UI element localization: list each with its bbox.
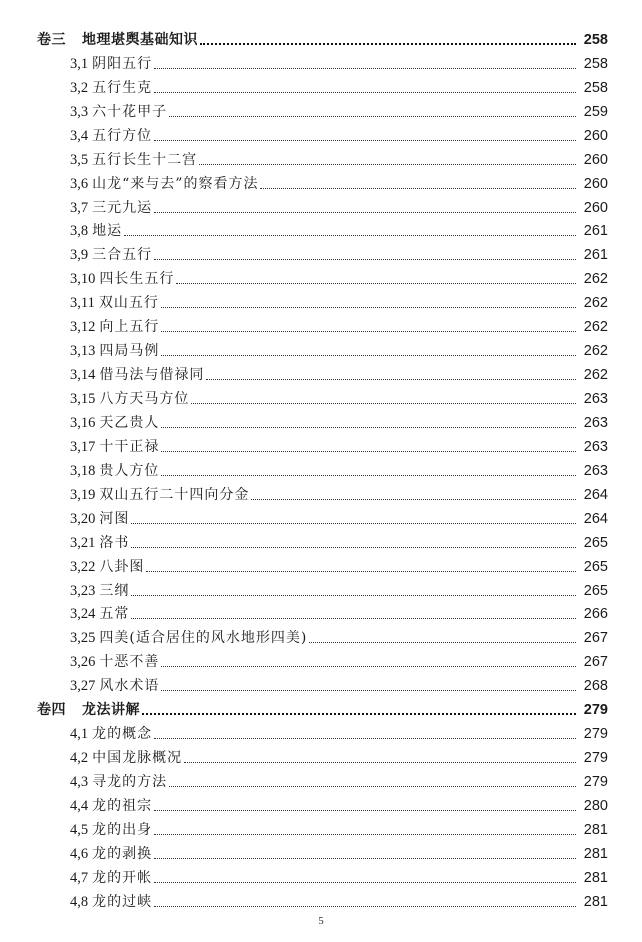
chapter-title: 龙法讲解 bbox=[82, 702, 140, 719]
page-number-footer: 5 bbox=[318, 915, 324, 927]
item-number: 3,26 bbox=[70, 654, 96, 671]
item-number: 4,1 bbox=[70, 726, 89, 743]
item-number: 3,18 bbox=[70, 462, 96, 479]
toc-item-row[interactable] bbox=[0, 147, 642, 171]
item-title: 三纲 bbox=[99, 582, 130, 599]
toc-item-row[interactable] bbox=[0, 649, 642, 673]
item-label bbox=[70, 654, 159, 670]
dot-leader bbox=[154, 906, 576, 907]
toc-item-row[interactable] bbox=[0, 721, 642, 745]
item-number: 3,24 bbox=[70, 606, 96, 623]
item-title: 四美(适合居住的风水地形四美) bbox=[99, 630, 308, 647]
dot-leader bbox=[169, 786, 576, 787]
item-title: 五常 bbox=[99, 606, 130, 623]
item-title: 龙的出身 bbox=[92, 821, 153, 838]
dot-leader bbox=[131, 523, 576, 524]
item-number: 3,19 bbox=[70, 486, 96, 503]
item-label bbox=[70, 271, 174, 287]
item-number: 4,2 bbox=[70, 750, 89, 767]
item-title: 寻龙的方法 bbox=[92, 774, 168, 790]
dot-leader bbox=[154, 212, 576, 213]
item-number: 4,4 bbox=[70, 797, 89, 814]
item-label bbox=[70, 319, 159, 335]
item-number: 3,2 bbox=[70, 79, 89, 96]
toc-chapter-row[interactable] bbox=[0, 697, 642, 721]
item-page-number: 267 bbox=[583, 630, 608, 647]
toc-item-row[interactable] bbox=[0, 219, 642, 243]
chapter-label bbox=[37, 702, 140, 718]
item-page-number: 281 bbox=[583, 845, 608, 862]
item-title: 中国龙脉概况 bbox=[92, 750, 183, 767]
item-page-number: 263 bbox=[583, 462, 608, 479]
item-title: 十恶不善 bbox=[99, 654, 160, 671]
item-title: 龙的开帐 bbox=[92, 869, 153, 886]
item-page-number: 265 bbox=[583, 582, 608, 599]
item-page-number: 258 bbox=[583, 79, 608, 96]
item-number: 4,5 bbox=[70, 821, 89, 838]
toc-item-row[interactable] bbox=[0, 242, 642, 266]
item-title: 贵人方位 bbox=[99, 462, 160, 479]
dot-leader bbox=[161, 355, 576, 356]
item-number: 3,25 bbox=[70, 630, 96, 647]
item-number: 3,1 bbox=[70, 55, 89, 72]
item-page-number: 260 bbox=[583, 151, 608, 168]
toc-item-row[interactable] bbox=[0, 266, 642, 290]
item-number: 3,4 bbox=[70, 127, 89, 144]
item-label bbox=[70, 750, 182, 766]
chapter-title: 地理堪舆基础知识 bbox=[82, 31, 198, 48]
item-label bbox=[70, 487, 249, 503]
item-title: 六十花甲子 bbox=[92, 103, 168, 120]
item-number: 4,3 bbox=[70, 774, 89, 790]
item-title: 五行生克 bbox=[92, 79, 153, 96]
item-page-number: 279 bbox=[583, 774, 608, 790]
item-number: 4,7 bbox=[70, 869, 89, 886]
toc-item-row[interactable] bbox=[0, 817, 642, 841]
toc-item-row[interactable] bbox=[0, 458, 642, 482]
dot-leader bbox=[191, 403, 576, 404]
dot-leader bbox=[154, 738, 576, 739]
item-title: 三合五行 bbox=[92, 247, 153, 264]
item-title: 龙的剥换 bbox=[92, 845, 153, 862]
item-label bbox=[70, 343, 159, 359]
item-title: 风水术语 bbox=[99, 678, 160, 695]
item-number: 3,8 bbox=[70, 223, 89, 240]
item-page-number: 261 bbox=[583, 223, 608, 240]
toc-item-row[interactable] bbox=[0, 410, 642, 434]
dot-leader bbox=[154, 68, 576, 69]
item-page-number: 281 bbox=[583, 893, 608, 910]
item-page-number: 267 bbox=[583, 654, 608, 671]
toc-item-row[interactable] bbox=[0, 506, 642, 530]
item-page-number: 262 bbox=[583, 319, 608, 336]
item-number: 3,15 bbox=[70, 391, 96, 407]
item-label bbox=[70, 583, 129, 599]
toc-item-row[interactable] bbox=[0, 841, 642, 865]
chapter-label bbox=[37, 32, 198, 48]
item-number: 3,12 bbox=[70, 319, 96, 336]
item-number: 3,16 bbox=[70, 414, 96, 431]
toc-item-row[interactable] bbox=[0, 745, 642, 769]
toc-item-row[interactable] bbox=[0, 171, 642, 195]
item-title: 龙的概念 bbox=[92, 726, 153, 743]
item-title: 借马法与借禄同 bbox=[99, 367, 205, 384]
item-number: 3,5 bbox=[70, 151, 89, 168]
item-label bbox=[70, 367, 204, 383]
toc-item-row[interactable] bbox=[0, 673, 642, 697]
dot-leader bbox=[161, 331, 576, 332]
dot-leader bbox=[161, 307, 576, 308]
dot-leader bbox=[309, 642, 576, 643]
item-number: 3,14 bbox=[70, 367, 96, 384]
toc-item-row[interactable] bbox=[0, 769, 642, 793]
item-page-number: 260 bbox=[583, 127, 608, 144]
item-page-number: 281 bbox=[583, 821, 608, 838]
toc-item-row[interactable] bbox=[0, 123, 642, 147]
item-page-number: 268 bbox=[583, 678, 608, 695]
item-label bbox=[70, 391, 189, 407]
dot-leader bbox=[161, 690, 576, 691]
item-title: 八方天马方位 bbox=[99, 391, 190, 407]
item-title: 三元九运 bbox=[92, 199, 153, 216]
dot-leader bbox=[161, 475, 576, 476]
item-number: 3,7 bbox=[70, 199, 89, 216]
dot-leader bbox=[154, 810, 576, 811]
item-number: 3,23 bbox=[70, 582, 96, 599]
dot-leader bbox=[154, 92, 576, 93]
toc-item-row[interactable] bbox=[0, 578, 642, 602]
chapter-page-number: 258 bbox=[583, 31, 608, 48]
item-label bbox=[70, 894, 152, 910]
item-label bbox=[70, 104, 167, 120]
item-title: 洛书 bbox=[99, 534, 130, 551]
item-label bbox=[70, 606, 129, 622]
item-label bbox=[70, 559, 144, 575]
toc-item-row[interactable] bbox=[0, 75, 642, 99]
item-label bbox=[70, 822, 152, 838]
item-number: 3,21 bbox=[70, 534, 96, 551]
dot-leader bbox=[131, 595, 576, 596]
dot-leader bbox=[154, 834, 576, 835]
chapter-number: 卷三 bbox=[37, 31, 66, 48]
toc-item-row[interactable] bbox=[0, 434, 642, 458]
item-title: 十干正禄 bbox=[99, 438, 160, 455]
item-title: 双山五行二十四向分金 bbox=[99, 486, 250, 503]
item-page-number: 261 bbox=[583, 247, 608, 264]
item-label bbox=[70, 247, 152, 263]
dot-leader bbox=[154, 858, 576, 859]
item-label bbox=[70, 726, 152, 742]
dot-leader bbox=[200, 43, 576, 45]
item-label bbox=[70, 798, 152, 814]
item-label bbox=[70, 463, 159, 479]
item-title: 五行长生十二宫 bbox=[92, 151, 198, 168]
item-label bbox=[70, 223, 122, 239]
dot-leader bbox=[161, 427, 576, 428]
toc-item-row[interactable] bbox=[0, 889, 642, 913]
toc-item-row[interactable] bbox=[0, 482, 642, 506]
item-number: 3,10 bbox=[70, 271, 96, 288]
item-number: 3,6 bbox=[70, 175, 89, 192]
item-number: 3,22 bbox=[70, 558, 96, 575]
item-title: 龙的过峡 bbox=[92, 893, 153, 910]
dot-leader bbox=[176, 283, 576, 284]
item-label bbox=[70, 176, 258, 192]
item-label bbox=[70, 56, 152, 72]
dot-leader bbox=[251, 499, 576, 500]
toc-chapter-row[interactable] bbox=[0, 27, 642, 51]
item-page-number: 263 bbox=[583, 414, 608, 431]
item-title: 山龙“来与去”的察看方法 bbox=[92, 175, 259, 192]
toc-item-row[interactable] bbox=[0, 530, 642, 554]
item-title: 四局马例 bbox=[99, 343, 160, 360]
toc-item-row[interactable] bbox=[0, 793, 642, 817]
item-label bbox=[70, 630, 307, 646]
toc-item-row[interactable] bbox=[0, 865, 642, 889]
item-page-number: 265 bbox=[583, 558, 608, 575]
item-number: 3,11 bbox=[70, 295, 95, 312]
item-title: 五行方位 bbox=[92, 127, 153, 144]
item-page-number: 263 bbox=[583, 391, 608, 407]
item-page-number: 281 bbox=[583, 869, 608, 886]
chapter-page-number: 279 bbox=[583, 702, 608, 719]
dot-leader bbox=[154, 882, 576, 883]
item-number: 3,13 bbox=[70, 343, 96, 360]
item-label bbox=[70, 511, 129, 527]
dot-leader bbox=[131, 547, 576, 548]
dot-leader bbox=[161, 451, 576, 452]
item-page-number: 265 bbox=[583, 534, 608, 551]
item-page-number: 280 bbox=[583, 797, 608, 814]
dot-leader bbox=[161, 666, 576, 667]
item-page-number: 264 bbox=[583, 486, 608, 503]
toc-item-row[interactable] bbox=[0, 602, 642, 626]
item-number: 3,27 bbox=[70, 678, 96, 695]
toc-item-row[interactable] bbox=[0, 625, 642, 649]
item-page-number: 260 bbox=[583, 175, 608, 192]
toc-item-row[interactable] bbox=[0, 99, 642, 123]
item-number: 4,6 bbox=[70, 845, 89, 862]
item-page-number: 262 bbox=[583, 271, 608, 288]
toc-item-row[interactable] bbox=[0, 51, 642, 75]
item-page-number: 262 bbox=[583, 343, 608, 360]
item-label bbox=[70, 774, 167, 790]
dot-leader bbox=[124, 235, 576, 236]
dot-leader bbox=[206, 379, 576, 380]
toc-item-row[interactable] bbox=[0, 195, 642, 219]
item-title: 双山五行 bbox=[98, 295, 159, 312]
table-of-contents bbox=[0, 27, 642, 913]
item-title: 地运 bbox=[92, 223, 123, 240]
toc-item-row[interactable] bbox=[0, 362, 642, 386]
item-number: 4,8 bbox=[70, 893, 89, 910]
item-page-number: 264 bbox=[583, 510, 608, 527]
dot-leader bbox=[199, 164, 576, 165]
item-label bbox=[70, 535, 129, 551]
chapter-number: 卷四 bbox=[37, 702, 66, 719]
item-number: 3,17 bbox=[70, 438, 96, 455]
dot-leader bbox=[146, 571, 576, 572]
item-page-number: 259 bbox=[583, 103, 608, 120]
item-page-number: 266 bbox=[583, 606, 608, 623]
item-title: 河图 bbox=[99, 510, 130, 527]
item-label bbox=[70, 439, 159, 455]
toc-item-row[interactable] bbox=[0, 554, 642, 578]
item-label bbox=[70, 846, 152, 862]
dot-leader bbox=[260, 188, 576, 189]
item-page-number: 279 bbox=[583, 750, 608, 767]
dot-leader bbox=[169, 116, 576, 117]
item-label bbox=[70, 80, 152, 96]
item-number: 3,20 bbox=[70, 510, 96, 527]
item-page-number: 260 bbox=[583, 199, 608, 216]
item-title: 阴阳五行 bbox=[92, 55, 153, 72]
item-title: 向上五行 bbox=[99, 319, 160, 336]
item-title: 天乙贵人 bbox=[99, 414, 160, 431]
item-number: 3,9 bbox=[70, 247, 89, 264]
toc-item-row[interactable] bbox=[0, 386, 642, 410]
item-page-number: 279 bbox=[583, 726, 608, 743]
dot-leader bbox=[184, 762, 576, 763]
item-label bbox=[70, 152, 197, 168]
dot-leader bbox=[131, 618, 576, 619]
item-label bbox=[70, 870, 152, 886]
item-label bbox=[70, 415, 159, 431]
item-label bbox=[70, 128, 152, 144]
item-number: 3,3 bbox=[70, 103, 89, 120]
item-title: 八卦图 bbox=[99, 558, 145, 575]
toc-item-row[interactable] bbox=[0, 338, 642, 362]
item-label bbox=[70, 200, 152, 216]
toc-item-row[interactable] bbox=[0, 290, 642, 314]
item-label bbox=[70, 295, 159, 311]
item-title: 龙的祖宗 bbox=[92, 797, 153, 814]
toc-item-row[interactable] bbox=[0, 314, 642, 338]
item-page-number: 262 bbox=[583, 295, 608, 312]
item-page-number: 263 bbox=[583, 438, 608, 455]
item-label bbox=[70, 678, 159, 694]
item-page-number: 258 bbox=[583, 55, 608, 72]
dot-leader bbox=[154, 259, 576, 260]
dot-leader bbox=[142, 713, 576, 715]
dot-leader bbox=[154, 140, 576, 141]
item-page-number: 262 bbox=[583, 367, 608, 384]
item-title: 四长生五行 bbox=[99, 271, 175, 288]
